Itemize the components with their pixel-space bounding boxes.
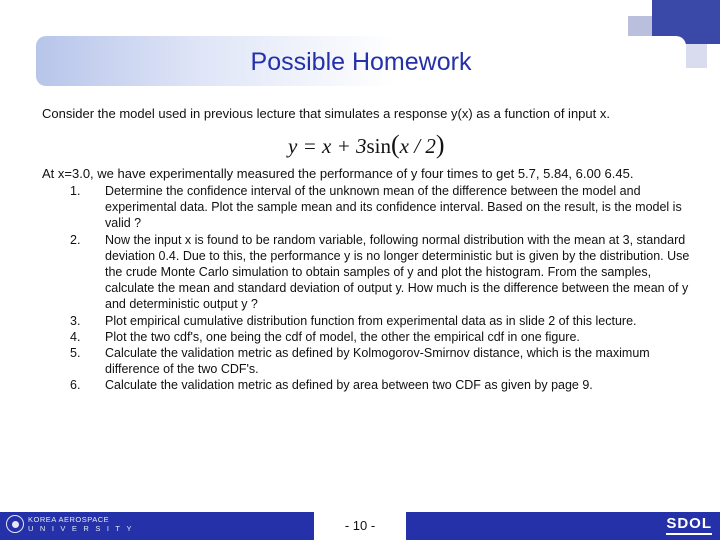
- list-item: [70, 313, 690, 329]
- list-text: Determine the confidence interval of the unknown mean of the difference between the model and experimental data. Plot the sample mean and its confidence interval. Based on the result, is the model is valid ?: [105, 184, 682, 231]
- formula-func: sin: [366, 134, 391, 158]
- list-item: [70, 183, 690, 232]
- model-formula: [288, 130, 445, 160]
- list-number: 2.: [70, 232, 81, 247]
- list-number: 5.: [70, 346, 81, 361]
- university-line2: UNIVERSITY: [28, 524, 139, 533]
- formula-open-paren: (: [391, 130, 400, 159]
- list-text: Plot the two cdf's, one being the cdf of model, the other the empirical cdf in one figure.: [105, 329, 580, 344]
- list-text: Plot empirical cumulative distribution function from experimental data as in slide 2 of this lecture.: [105, 313, 637, 328]
- university-name: [28, 515, 138, 533]
- intro-text: Consider the model used in previous lecture that simulates a response y(x) as a function of input x.: [42, 106, 610, 121]
- page-number: - 10 -: [314, 512, 406, 540]
- list-number: 1.: [70, 184, 81, 198]
- list-text: Calculate the validation metric as defined by area between two CDF as given by page 9.: [105, 378, 593, 393]
- formula-close-paren: ): [435, 130, 445, 159]
- list-item: [70, 232, 690, 313]
- list-number: 3.: [70, 313, 81, 328]
- list-number: 4.: [70, 329, 81, 344]
- data-paragraph: At x=3.0, we have experimentally measured the performance of y four times to get 5.7, 5.84, 6.00 6.45.: [42, 166, 634, 181]
- list-number: 6.: [70, 378, 81, 393]
- task-list: [70, 183, 690, 394]
- university-seal-icon: [6, 515, 24, 533]
- formula-arg: x / 2: [399, 134, 436, 158]
- list-item: [70, 345, 690, 377]
- list-item: [70, 377, 690, 393]
- slide-title: Possible Homework: [250, 48, 472, 76]
- footer-bar: [0, 512, 720, 540]
- university-line1: KOREA AEROSPACE: [28, 515, 110, 524]
- brand-logo: SDOL: [666, 515, 712, 535]
- list-item: [70, 329, 690, 345]
- list-text: Now the input x is found to be random variable, following normal distribution with the mean at 3, standard deviation 0.4. Due to this, the performance y is no longer deterministic but is given by the distribution. Use the crude Monte Carlo simulation to obtain samples of y and plot the histogram. From the samples, calculate the mean and standard deviation of output y. How much is the difference between the mean of y and deterministic output y ?: [105, 232, 690, 312]
- list-text: Calculate the validation metric as defined by Kolmogorov-Smirnov distance, which is the maximum difference of the two CDF's.: [105, 346, 650, 377]
- corner-decoration-pale: [685, 44, 707, 68]
- formula-lhs: y = x + 3: [288, 134, 367, 158]
- university-logo: [6, 515, 138, 533]
